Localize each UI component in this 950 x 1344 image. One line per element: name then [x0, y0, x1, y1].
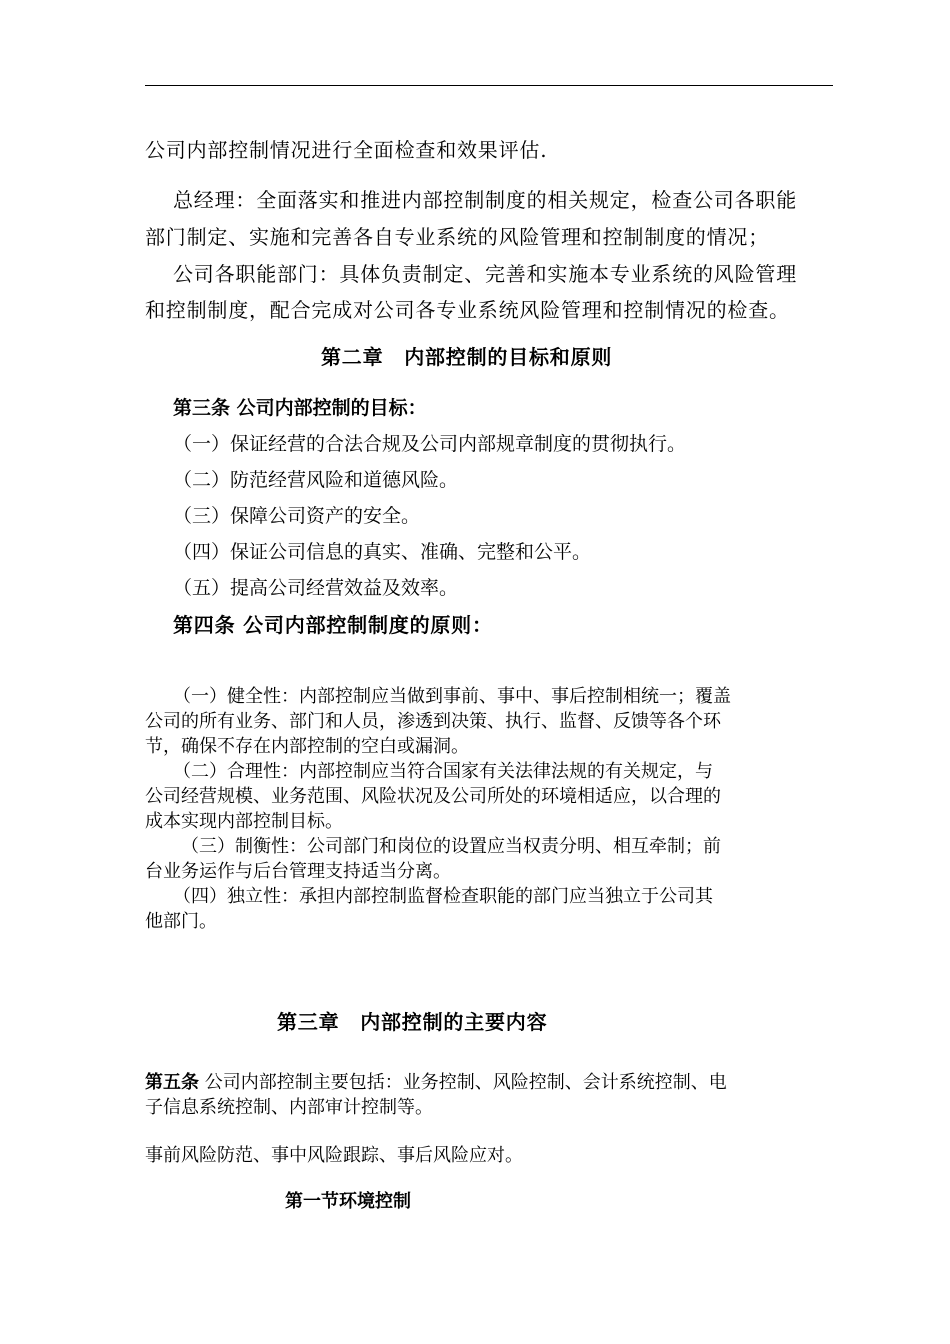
risk-stages-line: 事前风险防范、事中风险跟踪、事后风险应对。 — [145, 1145, 523, 1166]
principle-4-line-1: （四）独立性：承担内部控制监督检查职能的部门应当独立于公司其 — [173, 886, 713, 907]
principle-1-line-3: 节，确保不存在内部控制的空白或漏洞。 — [145, 736, 469, 757]
principle-3-line-2: 台业务运作与后台管理支持适当分离。 — [145, 861, 451, 882]
article-4-heading: 第四条 公司内部控制制度的原则： — [173, 613, 493, 637]
article-3-heading: 第三条 公司内部控制的目标： — [173, 397, 427, 419]
section-1-title: 第一节环境控制 — [285, 1191, 411, 1212]
dept-paragraph-line-2: 和控制制度，配合完成对公司各专业系统风险管理和控制情况的检查。 — [145, 298, 790, 322]
principle-1-line-1: （一）健全性：内部控制应当做到事前、事中、事后控制相统一；覆盖 — [173, 686, 731, 707]
gm-paragraph-line-1: 总经理：全面落实和推进内部控制制度的相关规定，检查公司各职能 — [173, 188, 797, 212]
article-5-label: 第五条 — [145, 1072, 199, 1093]
principle-4-line-2: 他部门。 — [145, 911, 217, 932]
intro-line: 公司内部控制情况进行全面检查和效果评估. — [145, 138, 548, 162]
article-3-item-2: （二）防范经营风险和道德风险。 — [173, 469, 459, 491]
chapter-2-title: 第二章 内部控制的目标和原则 — [321, 345, 613, 369]
principle-1-line-2: 公司的所有业务、部门和人员，渗透到决策、执行、监督、反馈等各个环 — [145, 711, 721, 732]
principle-2-line-1: （二）合理性：内部控制应当符合国家有关法律法规的有关规定，与 — [173, 761, 713, 782]
gm-paragraph-line-2: 部门制定、实施和完善各自专业系统的风险管理和控制制度的情况； — [145, 225, 769, 249]
article-5-text: 公司内部控制主要包括：业务控制、风险控制、会计系统控制、电 — [199, 1072, 727, 1093]
article-3-item-5: （五）提高公司经营效益及效率。 — [173, 577, 459, 599]
principle-3-line-1: （三）制衡性：公司部门和岗位的设置应当权责分明、相互牵制；前 — [181, 836, 721, 857]
article-3-item-3: （三）保障公司资产的安全。 — [173, 505, 421, 527]
dept-paragraph-line-1: 公司各职能部门：具体负责制定、完善和实施本专业系统的风险管理 — [173, 262, 797, 286]
article-3-item-4: （四）保证公司信息的真实、准确、完整和公平。 — [173, 541, 592, 563]
chapter-3-title: 第三章 内部控制的主要内容 — [277, 1010, 548, 1034]
principle-2-line-3: 成本实现内部控制目标。 — [145, 811, 343, 832]
article-5-line-1 — [145, 1074, 727, 1092]
article-5-line-2: 子信息系统控制、内部审计控制等。 — [145, 1097, 433, 1118]
article-3-item-1: （一）保证经营的合法合规及公司内部规章制度的贯彻执行。 — [173, 433, 687, 455]
header-rule — [145, 85, 833, 86]
principle-2-line-2: 公司经营规模、业务范围、风险状况及公司所处的环境相适应，以合理的 — [145, 786, 721, 807]
